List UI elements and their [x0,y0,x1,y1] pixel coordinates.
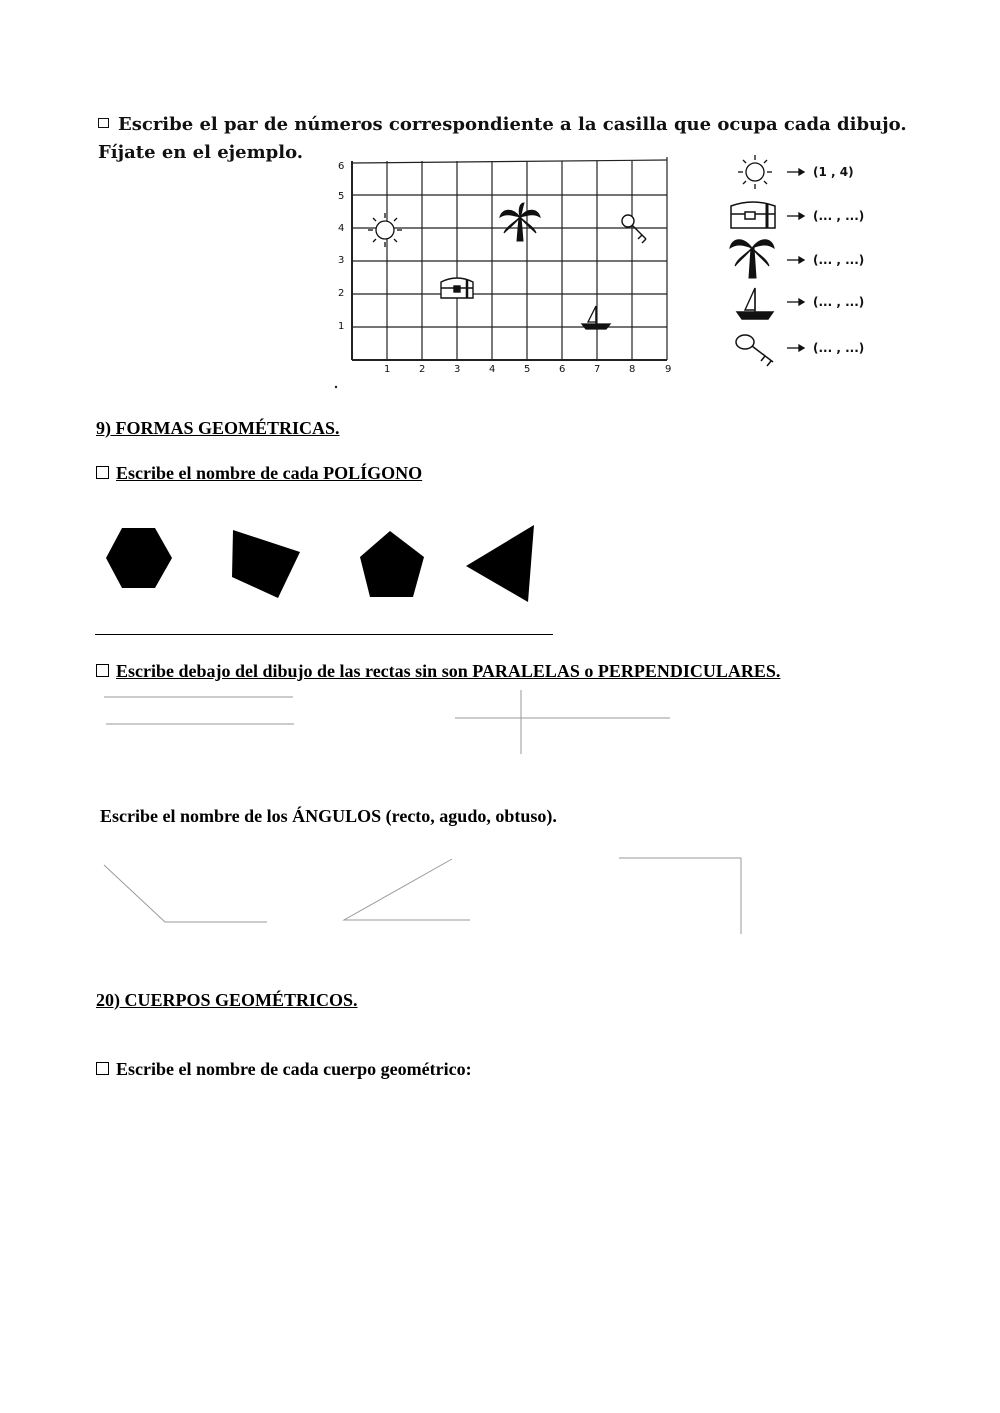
sailboat-icon [582,306,610,329]
bodies-instruction [96,1059,472,1080]
section20-title: 20) CUERPOS GEOMÉTRICOS. [96,990,358,1010]
legend-answer-sun: (1 , 4) [813,165,854,179]
treasure-chest-icon [441,278,473,298]
coordinates-instruction-line2: Fíjate en el ejemplo. [98,142,304,163]
hexagon-shape [106,528,172,588]
lines-instruction-text: Escribe debajo del dibujo de las rectas sin son PARALELAS o PERPENDICULARES. [116,661,781,681]
palm-tree-icon [500,203,540,241]
coordinate-grid [330,155,680,395]
polygons-instruction [96,463,422,484]
perpendicular-lines [455,690,670,754]
legend-sailboat-icon [737,288,773,319]
legend-sun-icon [738,155,772,189]
coordinates-instruction-line1: Escribe el par de números correspondiente a la casilla que ocupa cada dibujo. [118,114,907,135]
y-tick-5: 5 [338,191,345,202]
legend-treasure-chest-icon [731,202,775,228]
x-tick-5: 5 [524,364,531,375]
lines-diagrams [100,690,680,760]
x-tick-6: 6 [559,364,566,375]
square-shape [232,530,300,598]
sun-icon [368,213,402,247]
bodies-instruction-text: Escribe el nombre de cada cuerpo geométrico: [116,1059,472,1079]
right-angle [619,858,741,934]
y-tick-1: 1 [338,321,345,332]
y-tick-3: 3 [338,255,345,266]
angles-instruction: Escribe el nombre de los ÁNGULOS (recto, agudo, obtuso). [100,806,557,826]
x-tick-9: 9 [665,364,672,375]
checkbox-icon [98,118,109,128]
legend-answer-key: (... , ...) [813,341,865,355]
checkbox-icon [96,466,109,479]
x-tick-3: 3 [454,364,461,375]
polygons-instruction-text: Escribe el nombre de cada POLÍGONO [116,463,423,483]
legend-answer-chest: (... , ...) [813,209,865,223]
lines-instruction [96,661,780,682]
angles-diagrams [100,855,750,940]
pentagon-shape [360,531,424,597]
x-tick-4: 4 [489,364,496,375]
obtuse-angle [104,865,267,922]
polygons-row [100,515,550,610]
x-tick-1: 1 [384,364,391,375]
y-tick-6: 6 [338,161,345,172]
x-tick-2: 2 [419,364,426,375]
checkbox-icon [96,1062,109,1075]
legend-palm-tree-icon [730,240,774,278]
answer-line[interactable] [95,634,553,635]
key-icon [622,215,646,243]
triangle-shape [466,525,534,602]
legend-key-icon [736,335,773,366]
checkbox-icon [96,664,109,677]
x-tick-8: 8 [629,364,636,375]
x-tick-7: 7 [594,364,601,375]
coordinates-legend [725,150,885,375]
acute-angle [344,859,470,920]
legend-answer-boat: (... , ...) [813,295,865,309]
y-tick-2: 2 [338,288,345,299]
legend-answer-palm: (... , ...) [813,253,865,267]
parallel-lines [104,697,294,724]
y-tick-4: 4 [338,223,345,234]
section9-title: 9) FORMAS GEOMÉTRICAS. [96,418,340,438]
